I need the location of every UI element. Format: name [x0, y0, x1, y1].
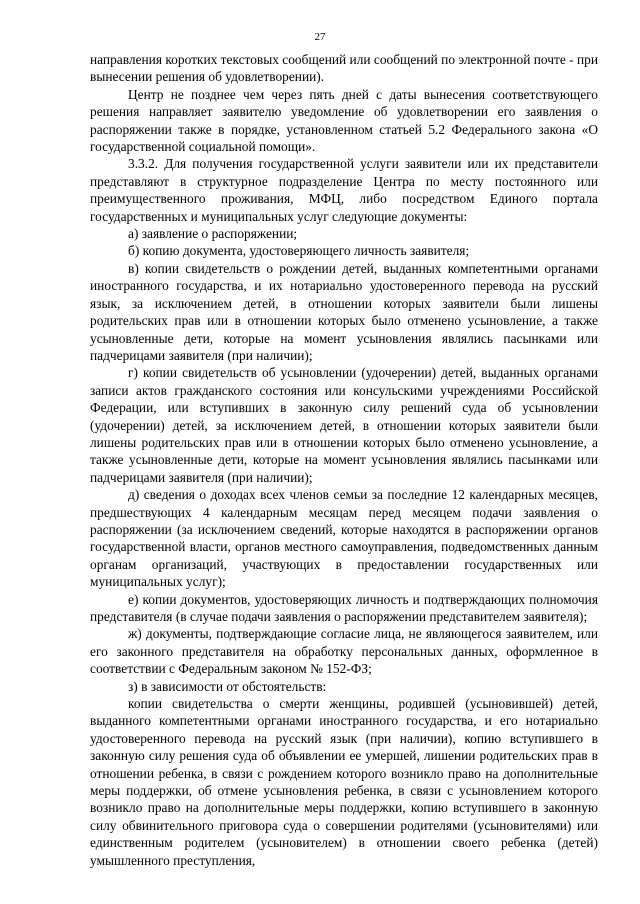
paragraph: д) сведения о доходах всех членов семьи за последние 12 календарных месяцев, предшествующих 4 календарным месяцам перед месяцем подачи заявления о распоряжении (за исключением сведений, которые находятся в распоряжении органов государственной власти, органов местного самоуправления, подведомственных данным органам организаций, участвующих в предоставлении государственных или муниципальных услуг); — [90, 487, 598, 590]
paragraph: направления коротких текстовых сообщений или сообщений по электронной почте - при вынесении решения об удовлетворении). — [90, 52, 598, 85]
paragraph: 3.3.2. Для получения государственной услуги заявители или их представители представляют в структурное подразделение Центра по месту постоянного или преимущественного проживания, МФЦ, либо посредством Единого портала государственных и муниципальных услуг следующие документы: — [90, 156, 598, 224]
paragraph: в) копии свидетельств о рождении детей, выданных компетентными органами иностранного государства, и их нотариально удостоверенного перевода на русский язык, за исключением детей, в отношении которых заявители были лишены родительских прав или в отношении которых было отменено усыновление, а также усыновленные дети, которые на момент усыновления являлись пасынками или падчерицами заявителя (при наличии); — [90, 260, 598, 363]
paragraph: ж) документы, подтверждающие согласие лица, не являющегося заявителем, или его законного представителя на обработку персональных данных, оформленное в соответствии с Федеральным законом № 152-ФЗ; — [90, 626, 598, 677]
paragraph: б) копию документа, удостоверяющего личность заявителя; — [128, 243, 470, 259]
paragraph: копии свидетельства о смерти женщины, родившей (усыновившей) детей, выданного компетентными органами иностранного государства, и его нотариально удостоверенного перевода на русский язык (при наличии), копию вступившего в законную силу решения суда об объявлении ее умершей, лишении родительских прав в отношении ребенка, в связи с рождением которого возникло право на дополнительные меры поддержки, об отмене усыновления ребенка, в связи с усыновлением которого возникло право на дополнительные меры поддержки, копию вступившего в законную силу обвинительного приговора суда о совершении родителями (усыновителями) или единственным родителем (усыновителем) в отношении своего ребенка (детей) умышленного преступления, — [90, 696, 598, 868]
paragraph: з) в зависимости от обстоятельств: — [128, 678, 327, 694]
paragraph: г) копии свидетельств об усыновлении (удочерении) детей, выданных органами записи актов гражданского состояния или консульскими учреждениями Российской Федерации, или вступивших в законную силу решений суда об усыновлении (удочерении) детей, за исключением детей, в отношении которых заявители были лишены родительских прав или в отношении которых было отменено усыновление, а также усыновленные дети, которые на момент усыновления являлись пасынками или падчерицами заявителя (при наличии); — [90, 365, 598, 485]
page-number: 27 — [314, 31, 326, 43]
paragraph: е) копии документов, удостоверяющих личность и подтверждающих полномочия представителя (в случае подачи заявления о распоряжении представителем заявителя); — [90, 591, 598, 624]
paragraph: а) заявление о распоряжении; — [128, 226, 298, 242]
paragraph: Центр не позднее чем через пять дней с даты вынесения соответствующего решения направляет заявителю уведомление об удовлетворении его заявления о распоряжении также в порядке, установленном статьей 5.2 Федерального закона «О государственной социальной помощи». — [90, 86, 598, 155]
body-text — [90, 51, 598, 869]
